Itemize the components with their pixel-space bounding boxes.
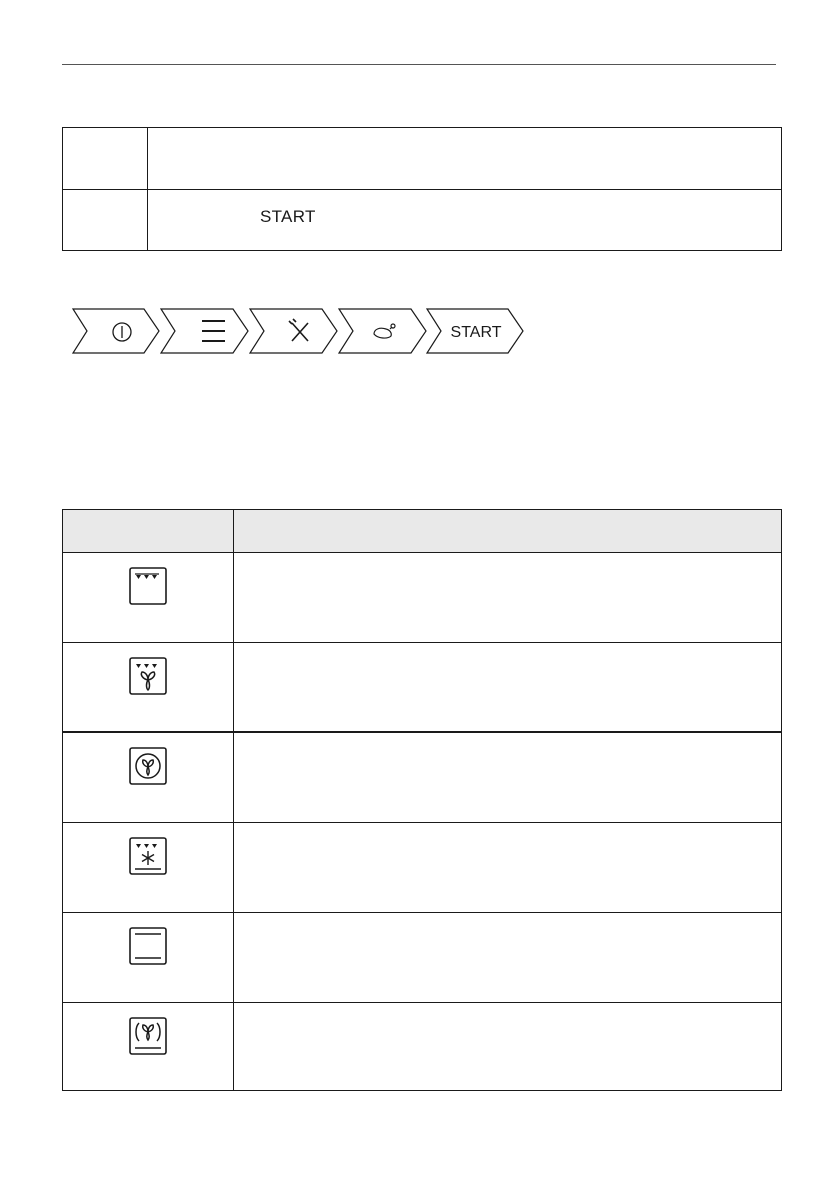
top-heat-icon bbox=[127, 565, 169, 607]
menu-icon bbox=[202, 321, 225, 341]
sequence-step-cutlery bbox=[250, 309, 337, 353]
table-row bbox=[63, 553, 781, 643]
header-col-function bbox=[63, 510, 233, 552]
sequence-step-poultry bbox=[339, 309, 426, 353]
table-header bbox=[63, 510, 781, 553]
sequence-step-power bbox=[73, 309, 159, 353]
step-row bbox=[63, 128, 781, 190]
cutlery-icon bbox=[289, 319, 308, 341]
defrost-icon bbox=[127, 835, 169, 877]
top-bottom-heat-icon bbox=[127, 925, 169, 967]
table-row bbox=[63, 643, 781, 733]
steps-table bbox=[62, 127, 782, 251]
oven-functions-table bbox=[62, 509, 782, 1091]
poultry-icon bbox=[374, 324, 395, 338]
table-row bbox=[63, 1003, 781, 1093]
header-col-application bbox=[233, 510, 781, 552]
step-text: START bbox=[260, 207, 316, 226]
step-number-cell bbox=[63, 128, 148, 189]
table-row bbox=[63, 913, 781, 1003]
round-fan-icon bbox=[127, 745, 169, 787]
table-row bbox=[63, 733, 781, 823]
sequence-start-label: START bbox=[450, 324, 502, 341]
power-icon bbox=[113, 323, 131, 341]
bottom-heat-fan-icon bbox=[127, 1015, 169, 1057]
operation-sequence bbox=[70, 307, 530, 357]
top-heat-fan-icon bbox=[127, 655, 169, 697]
step-row bbox=[63, 190, 781, 251]
table-row bbox=[63, 823, 781, 913]
page-top-rule bbox=[62, 64, 776, 65]
step-number-cell bbox=[63, 190, 148, 251]
